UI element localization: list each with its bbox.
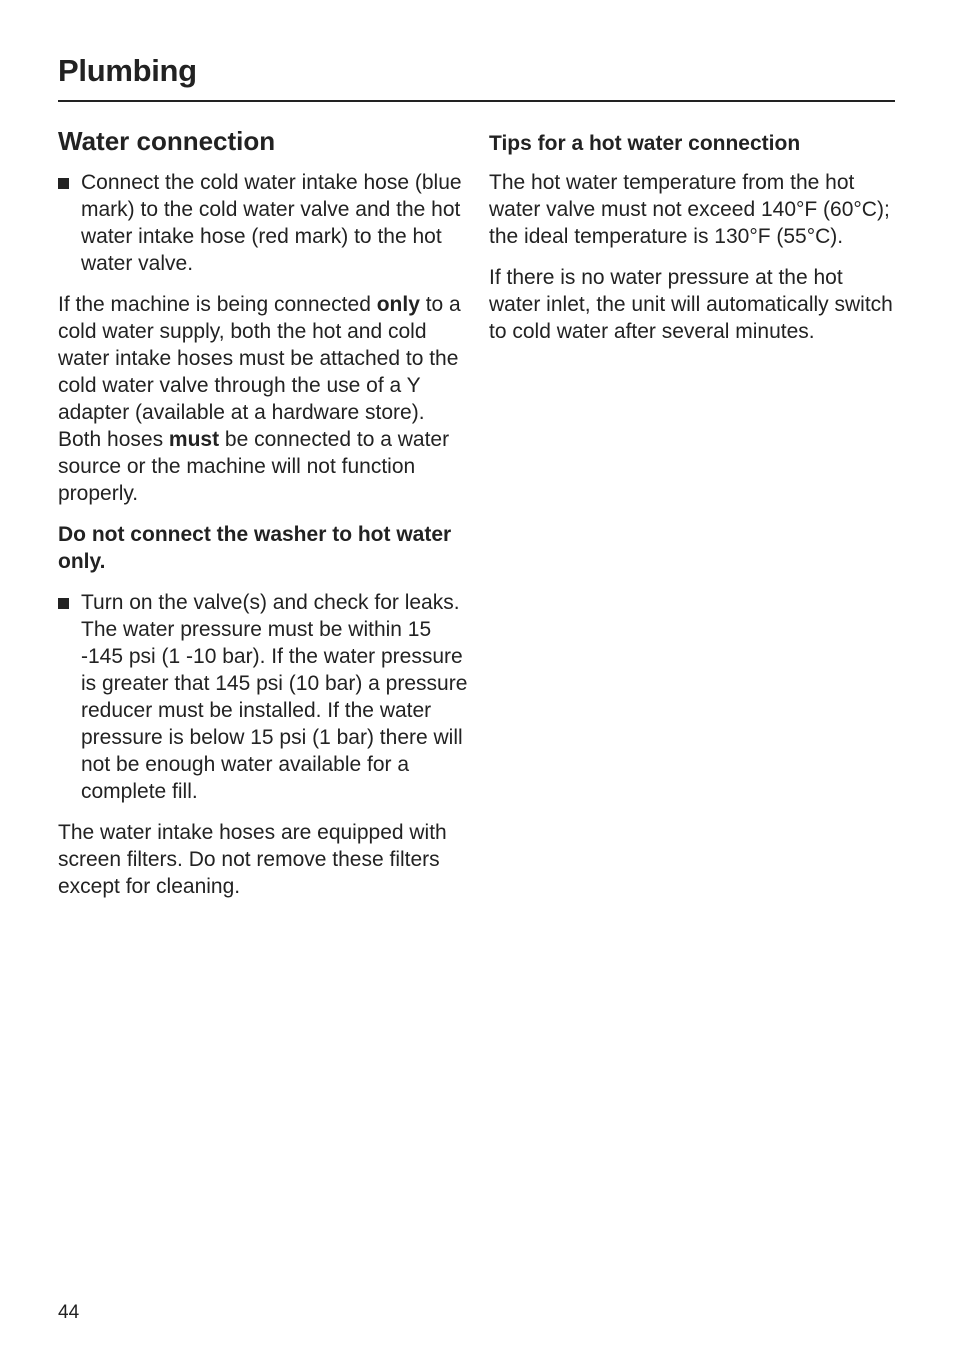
text-segment: If the machine is being connected bbox=[58, 293, 377, 316]
text-segment: to a cold water supply, both the hot and cold water intake hoses must be attached to the cold water valve through the use of a Y adapter (available at a hardware store). Both hoses bbox=[58, 293, 461, 451]
bullet-text: Connect the cold water intake hose (blue mark) to the cold water valve and the hot water intake hose (red mark) to the hot water valve. bbox=[81, 171, 462, 275]
paragraph-screen-filters: The water intake hoses are equipped with screen filters. Do not remove these filters except for cleaning. bbox=[58, 821, 447, 898]
emphasis-only: only bbox=[376, 293, 420, 316]
right-column bbox=[489, 124, 899, 359]
page-title: Plumbing bbox=[58, 53, 197, 88]
paragraph-no-pressure: If there is no water pressure at the hot water inlet, the unit will automatically switch to cold water after several minutes. bbox=[489, 266, 893, 343]
paragraph-cold-water-supply bbox=[58, 291, 468, 507]
section-heading-water-connection: Water connection bbox=[58, 126, 276, 156]
section-heading-hot-water-tips: Tips for a hot water connection bbox=[489, 132, 801, 155]
page-number: 44 bbox=[58, 1302, 80, 1323]
title-divider bbox=[58, 100, 895, 102]
square-bullet-icon bbox=[58, 178, 69, 189]
bullet-item-connect-hoses bbox=[58, 169, 468, 277]
warning-hot-water-only: Do not connect the washer to hot water only. bbox=[58, 523, 452, 573]
square-bullet-icon bbox=[58, 598, 69, 609]
emphasis-must: must bbox=[168, 428, 220, 451]
left-column bbox=[58, 124, 468, 914]
bullet-item-check-pressure bbox=[58, 589, 468, 805]
paragraph-hot-water-temperature: The hot water temperature from the hot water valve must not exceed 140°F (60°C); the ideal temperature is 130°F (55°C). bbox=[489, 171, 890, 248]
bullet-text: Turn on the valve(s) and check for leaks. The water pressure must be within 15 -145 psi (1 -10 bar). If the water pressure is greater that 145 psi (10 bar) a pressure reducer must be installed. If the water pressure is below 15 psi (1 bar) there will not be enough water available for a complete fill. bbox=[81, 591, 468, 803]
text-segment: be connected to a water source or the machine will not function properly. bbox=[58, 428, 450, 505]
